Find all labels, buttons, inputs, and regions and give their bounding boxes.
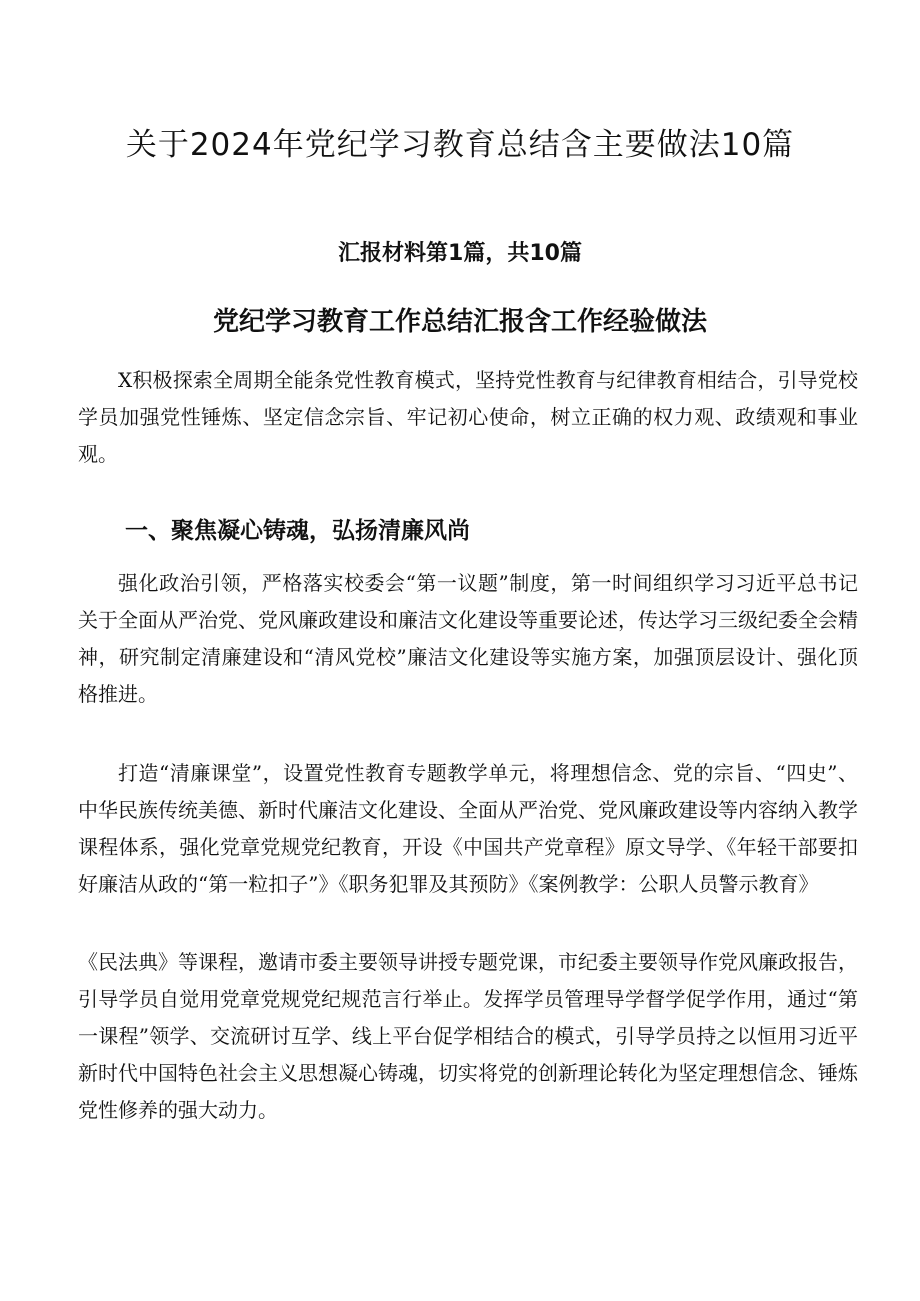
- document-title: 关于2024年党纪学习教育总结含主要做法10篇: [125, 127, 795, 163]
- body-paragraph-1: 强化政治引领，严格落实校委会“第一议题”制度，第一时间组织学习习近平总书记关于全面从严治党、党风廉政建设和廉洁文化建设等重要论述，传达学习三级纪委全会精神，研究制定清廉建设和“清风党校”廉洁文化建设等实施方案，加强顶层设计、强化顶格推进。: [78, 571, 858, 706]
- section-heading: 一、聚焦凝心铸魂，弘扬清廉风尚: [125, 518, 470, 544]
- body-paragraph-3: 《民法典》等课程，邀请市委主要领导讲授专题党课，市纪委主要领导作党风廉政报告，引导学员自觉用党章党规党纪规范言行举止。发挥学员管理导学督学促学作用，通过“第一课程”领学、交流研讨互学、线上平台促学相结合的模式，引导学员持之以恒用习近平新时代中国特色社会主义思想凝心铸魂，切实将党的创新理论转化为坚定理想信念、锤炼党性修养的强大动力。: [78, 950, 858, 1122]
- body-paragraph-2: 打造“清廉课堂”，设置党性教育专题教学单元，将理想信念、党的宗旨、“四史”、中华民族传统美德、新时代廉洁文化建设、全面从严治党、党风廉政建设等内容纳入教学课程体系，强化党章党规党纪教育，开设《中国共产党章程》原文导学、《年轻干部要扣好廉洁从政的“第一粒扣子”》《职务犯罪及其预防》《案例教学：公职人员警示教育》: [78, 761, 858, 896]
- article-title: 党纪学习教育工作总结汇报含工作经验做法: [212, 307, 707, 337]
- series-label: 汇报材料第1篇，共10篇: [338, 241, 582, 266]
- intro-paragraph: X积极探索全周期全能条党性教育模式，坚持党性教育与纪律教育相结合，引导党校学员加强党性锤炼、坚定信念宗旨、牢记初心使命，树立正确的权力观、政绩观和事业观。: [78, 368, 858, 466]
